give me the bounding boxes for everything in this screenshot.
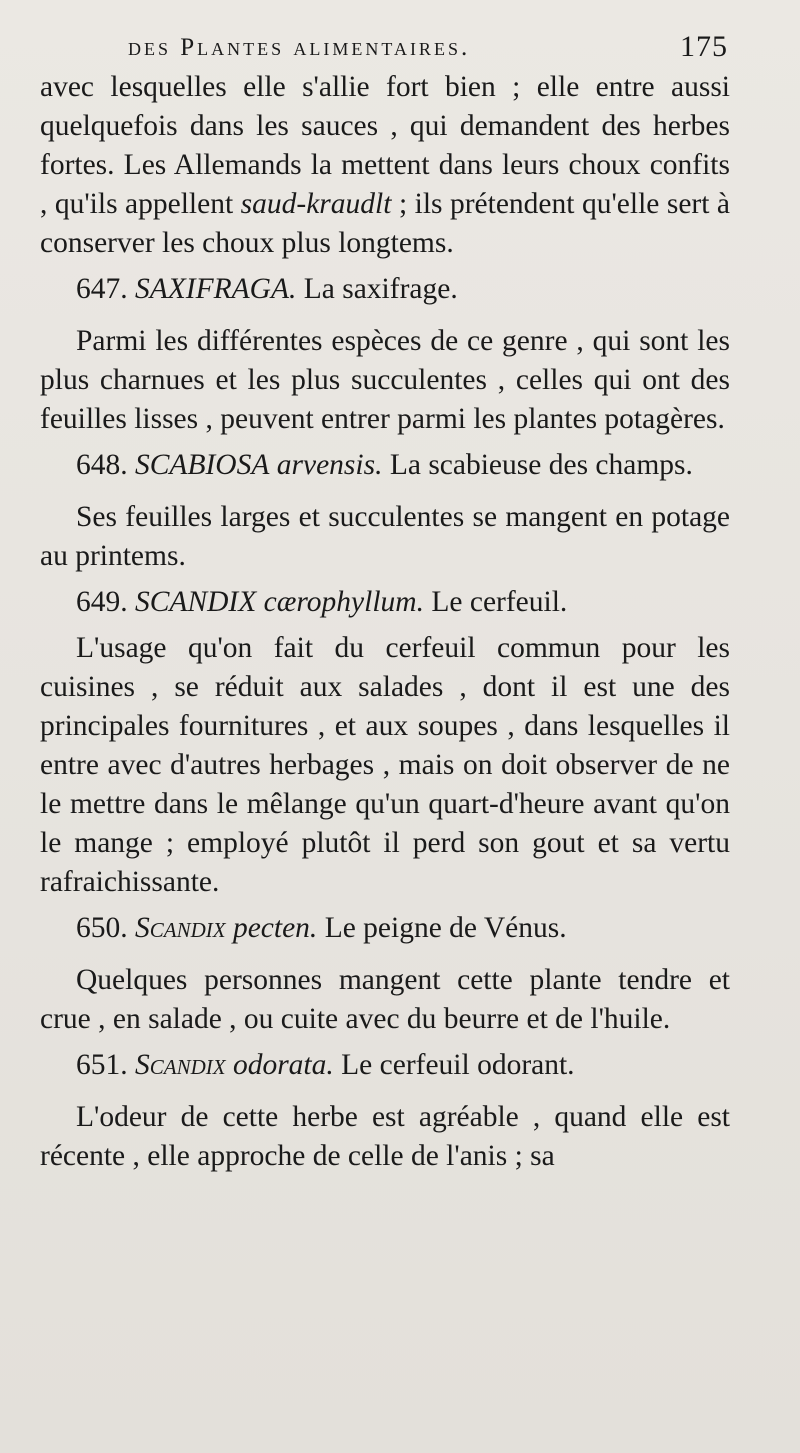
entry-common-name: La scabieuse des champs. (389, 449, 693, 481)
paragraph-text: avec lesquelles elle s'allie fort bien ; elle entre aussi quelquefois dans les sauces , qui demandent des herbes fortes. Les Allemands la mettent dans leurs choux confits , qu'ils appellent (40, 71, 730, 220)
page-number: 175 (680, 30, 728, 63)
entry-species-name: odorata. (232, 1049, 334, 1081)
entry-647-heading (40, 270, 730, 309)
paragraph-italic-term: saud-kraudlt (240, 188, 392, 220)
entry-651-heading (40, 1046, 730, 1085)
entry-latin-name: Scandix (135, 1049, 226, 1081)
entry-number: 648. (76, 449, 128, 481)
entry-number: 650. (76, 912, 128, 944)
entry-common-name: Le cerfeuil odorant. (341, 1049, 575, 1081)
entry-650-heading (40, 909, 730, 948)
entry-number: 647. (76, 273, 128, 305)
paragraph-text-end: ; ils prétendent qu'elle sert à conserver les choux plus longtems. (40, 188, 731, 259)
entry-649-text: L'usage qu'on fait du cerfeuil commun pour les cuisines , se réduit aux salades , dont il est une des principales fournitures , et aux soupes , dans lesquelles il entre avec d'autres herbages , mais on doit observer de ne le mettre dans le mêlange qu'un quart-d'heure avant qu'on le mange ; employé plutôt il perd son gout et sa vertu rafraichissante. (40, 632, 730, 898)
entry-647-text: Parmi les différentes espèces de ce genre , qui sont les plus charnues et les plus succulentes , celles qui ont des feuilles lisses , peuvent entrer parmi les plantes potagères. (40, 325, 730, 435)
entry-common-name: Le cerfeuil. (431, 586, 568, 618)
entry-latin-name: Scandix (135, 912, 226, 944)
entry-species-name: pecten. (232, 912, 318, 944)
entry-latin-name: SCANDIX (135, 586, 257, 618)
entry-latin-name: SCABIOSA (135, 449, 270, 481)
entry-651-text: L'odeur de cette herbe est agréable , quand elle est récente , elle approche de celle de l'anis ; sa (40, 1101, 730, 1172)
entry-species-name: arvensis. (276, 449, 383, 481)
entry-650-text: Quelques personnes mangent cette plante tendre et crue , en salade , ou cuite avec du beurre et de l'huile. (40, 964, 730, 1035)
paragraph-continued (40, 68, 730, 263)
entry-species-name: cærophyllum. (263, 586, 424, 618)
entry-common-name: Le peigne de Vénus. (324, 912, 567, 944)
entry-latin-name: SAXIFRAGA. (135, 273, 297, 305)
running-title: des Plantes alimentaires. (128, 34, 471, 61)
entry-number: 651. (76, 1049, 128, 1081)
entry-common-name: La saxifrage. (303, 273, 458, 305)
page-body (40, 68, 730, 1176)
page-header (128, 30, 728, 70)
entry-649-heading (40, 583, 730, 622)
entry-648-text: Ses feuilles larges et succulentes se mangent en potage au printems. (40, 501, 730, 572)
entry-number: 649. (76, 586, 128, 618)
entry-648-heading (40, 446, 730, 485)
